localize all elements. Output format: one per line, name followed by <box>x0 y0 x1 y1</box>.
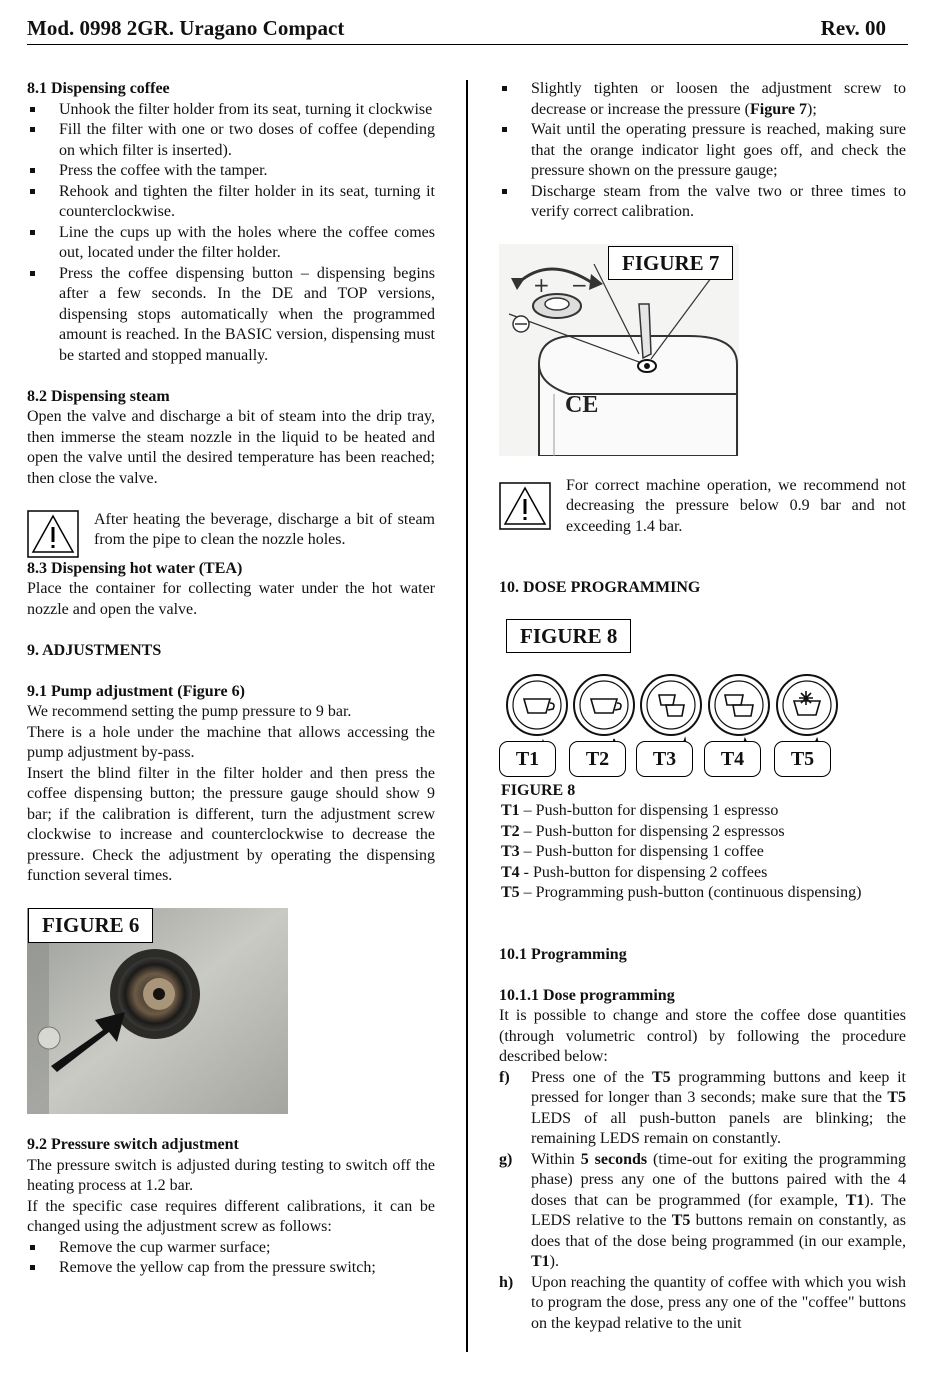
t3-button: T3 <box>636 741 693 777</box>
list-item: Slightly tighten or loosen the adjustment screw to decrease or increase the pressure (Figure 7); <box>499 79 906 120</box>
list-item: Rehook and tighten the filter holder in its seat, turning it counterclockwise. <box>27 182 435 223</box>
list-item: Press the coffee dispensing button – dispensing begins after a few seconds. In the DE and TOP versions, dispensing stops automatically when the programmed amount is reached. In the BASIC version, dispensing must be started and stopped manually. <box>27 264 435 367</box>
programming-steps <box>499 1068 906 1335</box>
list-item: Wait until the operating pressure is reached, making sure that the orange indicator light goes off, and check the pressure shown on the pressure gauge; <box>499 120 906 182</box>
section-8-2-title: 8.2 Dispensing steam <box>27 387 170 405</box>
page-header <box>27 14 908 45</box>
figure-8-label: FIGURE 8 <box>506 619 631 654</box>
section-8-3-title: 8.3 Dispensing hot water (TEA) <box>27 559 243 577</box>
legend-row: T3 – Push-button for dispensing 1 coffee <box>501 843 764 860</box>
pressure-switch-steps <box>499 79 906 223</box>
figure-7-drawing <box>499 244 739 456</box>
list-item: Unhook the filter holder from its seat, turning it clockwise <box>27 100 435 121</box>
t1-button: T1 <box>499 741 556 777</box>
document-model-title: Mod. 0998 2GR. Uragano Compact <box>27 16 345 40</box>
section-10-title: 10. DOSE PROGRAMMING <box>499 579 701 596</box>
figure-6-photo <box>27 908 288 1114</box>
section-9-1-para: We recommend setting the pump pressure to 9 bar. <box>27 703 352 720</box>
pressure-warning-text: For correct machine operation, we recommend not decreasing the pressure below 0.9 bar and not exceeding 1.4 bar. <box>566 476 906 535</box>
t4-button: T4 <box>704 741 761 777</box>
section-9-1-para: Insert the blind filter in the filter holder and then press the coffee dispensing button; the pressure gauge should show 9 bar; if the calibration is different, turn the adjustment screw clockwise to increase and counterclockwise to decrease the pressure. Check the adjustment by operating the dispensing function several times. <box>27 764 435 884</box>
figure-7-reference: Figure 7 <box>749 100 808 118</box>
warning-icon <box>27 510 79 558</box>
figure-8-keypad <box>499 619 906 775</box>
legend-row: T1 – Push-button for dispensing 1 espresso <box>501 802 779 819</box>
t5-button: T5 <box>774 741 831 777</box>
section-8-1-title: 8.1 Dispensing coffee <box>27 80 170 97</box>
legend-row: T2 – Push-button for dispensing 2 espressos <box>501 822 785 840</box>
figure-7-label: FIGURE 7 <box>608 246 733 281</box>
svg-text:−: − <box>571 272 588 297</box>
steam-warning-text: After heating the beverage, discharge a bit of steam from the pipe to clean the nozzle holes. <box>94 510 435 548</box>
left-column <box>27 79 435 1279</box>
section-9-title: 9. ADJUSTMENTS <box>27 641 162 659</box>
keypad-buttons-illustration <box>499 619 906 775</box>
section-9-1-para: There is a hole under the machine that allows accessing the pump adjustment by-pass. <box>27 723 435 761</box>
figure-6-label: FIGURE 6 <box>28 908 153 943</box>
step-g: g) Within 5 seconds (time-out for exiting the programming phase) press any one of the buttons paired with the 4 doses that can be programmed (for example, T1). The LEDS relative to the T5 buttons remain on constantly, as does that of the dose being programmed (in our example, T1). <box>499 1150 907 1270</box>
section-10-1-1-intro: It is possible to change and store the coffee dose quantities (through volumetric control) by following the procedure described below: <box>499 1007 906 1065</box>
figure-8-legend <box>499 781 906 904</box>
t2-button: T2 <box>569 741 626 777</box>
section-9-2-list <box>27 1238 435 1279</box>
section-8-3-text: Place the container for collecting water under the hot water nozzle and open the valve. <box>27 580 435 618</box>
figure-8-caption: FIGURE 8 <box>501 781 576 799</box>
pressure-warning-note <box>499 476 906 538</box>
right-column <box>499 79 906 1334</box>
svg-text:CE: CE <box>565 391 599 418</box>
legend-row: T4 - Push-button for dispensing 2 coffees <box>501 863 768 881</box>
column-divider <box>466 80 468 1352</box>
section-9-1-title: 9.1 Pump adjustment (Figure 6) <box>27 682 245 700</box>
list-item: Press the coffee with the tamper. <box>27 161 435 182</box>
list-item: Fill the filter with one or two doses of coffee (depending on which filter is inserted). <box>27 120 435 161</box>
warning-icon <box>499 482 551 530</box>
section-10-1-title: 10.1 Programming <box>499 945 627 963</box>
section-10-1-1-title: 10.1.1 Dose programming <box>499 986 675 1004</box>
list-item: Remove the yellow cap from the pressure switch; <box>27 1258 435 1279</box>
section-9-2-para: If the specific case requires different calibrations, it can be changed using the adjustment screw as follows: <box>27 1197 435 1235</box>
section-9-2-title: 9.2 Pressure switch adjustment <box>27 1136 239 1153</box>
step-f: f) Press one of the T5 programming buttons and keep it pressed for longer than 3 seconds; make sure that the T5 LEDS of all push-button panels are blinking; the remaining LEDS remain on constantly. <box>499 1068 907 1147</box>
step-h: h) Upon reaching the quantity of coffee with which you wish to program the dose, press any one of the "coffee" buttons on the keypad relative to the unit <box>499 1273 906 1332</box>
section-9-2-para: The pressure switch is adjusted during testing to switch off the heating process at 1.2 bar. <box>27 1156 435 1194</box>
steam-warning-note <box>27 510 435 558</box>
legend-row: T5 – Programming push-button (continuous dispensing) <box>501 884 862 901</box>
revision-label: Rev. 00 <box>820 16 886 40</box>
svg-text:+: + <box>533 272 550 297</box>
list-item: Remove the cup warmer surface; <box>27 1238 435 1259</box>
section-8-2-text: Open the valve and discharge a bit of steam into the drip tray, then immerse the steam nozzle in the liquid to be heated and open the valve until the desired temperature has been reached; then close the valve. <box>27 408 435 487</box>
list-item: Discharge steam from the valve two or three times to verify correct calibration. <box>499 182 906 223</box>
section-8-1-list <box>27 100 435 367</box>
list-item: Line the cups up with the holes where the coffee comes out, located under the filter holder. <box>27 223 435 264</box>
